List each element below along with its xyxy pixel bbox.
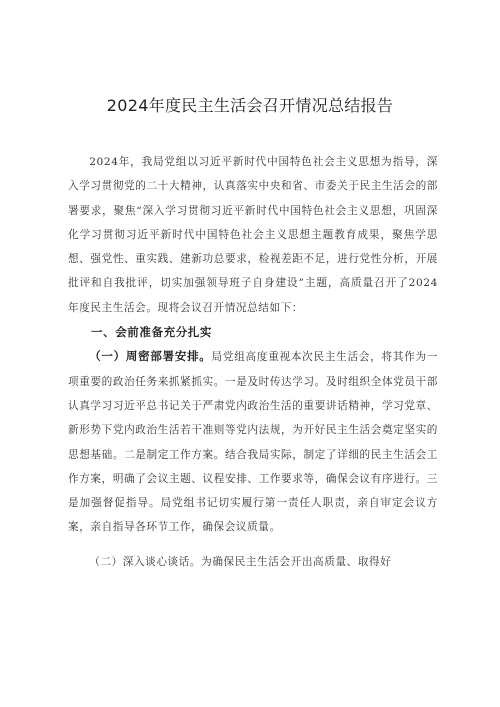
subsection-1-paragraph xyxy=(68,344,438,539)
section-heading-1: 一、会前准备充分扎实 xyxy=(91,325,212,340)
intro-paragraph: 2024年，我局党组以习近平新时代中国特色社会主义思想为指导，深入学习贯彻党的二十大精神，认真落实中央和省、市委关于民主生活会的部署要求，聚焦“深入学习贯彻习近平新时代中国特色社会主义思想，巩固深化学习贯彻习近平新时代中国特色社会主义思想主题教育成果，聚焦学思想、强党性、重实践、建新功总要求，检视差距不足，进行党性分析，开展批评和自我批评，切实加强领导班子自身建设”主题，高质量召开了2024年度民主生活会。现将会议召开情况总结如下： xyxy=(68,156,438,314)
subsection-1-text: 局党组高度重视本次民主生活会，将其作为一项重要的政治任务来抓紧抓实。一是及时传达学习。及时组织全体党员干部认真学习习近平总书记关于严肃党内政治生活的重要讲话精神，学习党章、新形势下党内政治生活若干准则等党内法规，为开好民主生活会奠定坚实的思想基础。二是制定工作方案。结合我局实际，制定了详细的民主生活会工作方案，明确了会议主题、议程安排、工作要求等，确保会议有序进行。三是加强督促指导。局党组书记切实履行第一责任人职责，亲自审定会议方案，亲自指导各环节工作，确保会议质量。 xyxy=(68,351,438,534)
subsection-2-paragraph: （二）深入谈心谈话。为确保民主生活会开出高质量、取得好 xyxy=(89,555,392,568)
subsection-1-heading: （一）周密部署安排。 xyxy=(89,349,212,364)
paragraph-gap xyxy=(68,540,438,550)
document-body xyxy=(68,150,438,574)
document-title: 2024年度民主生活会召开情况总结报告 xyxy=(106,96,394,115)
